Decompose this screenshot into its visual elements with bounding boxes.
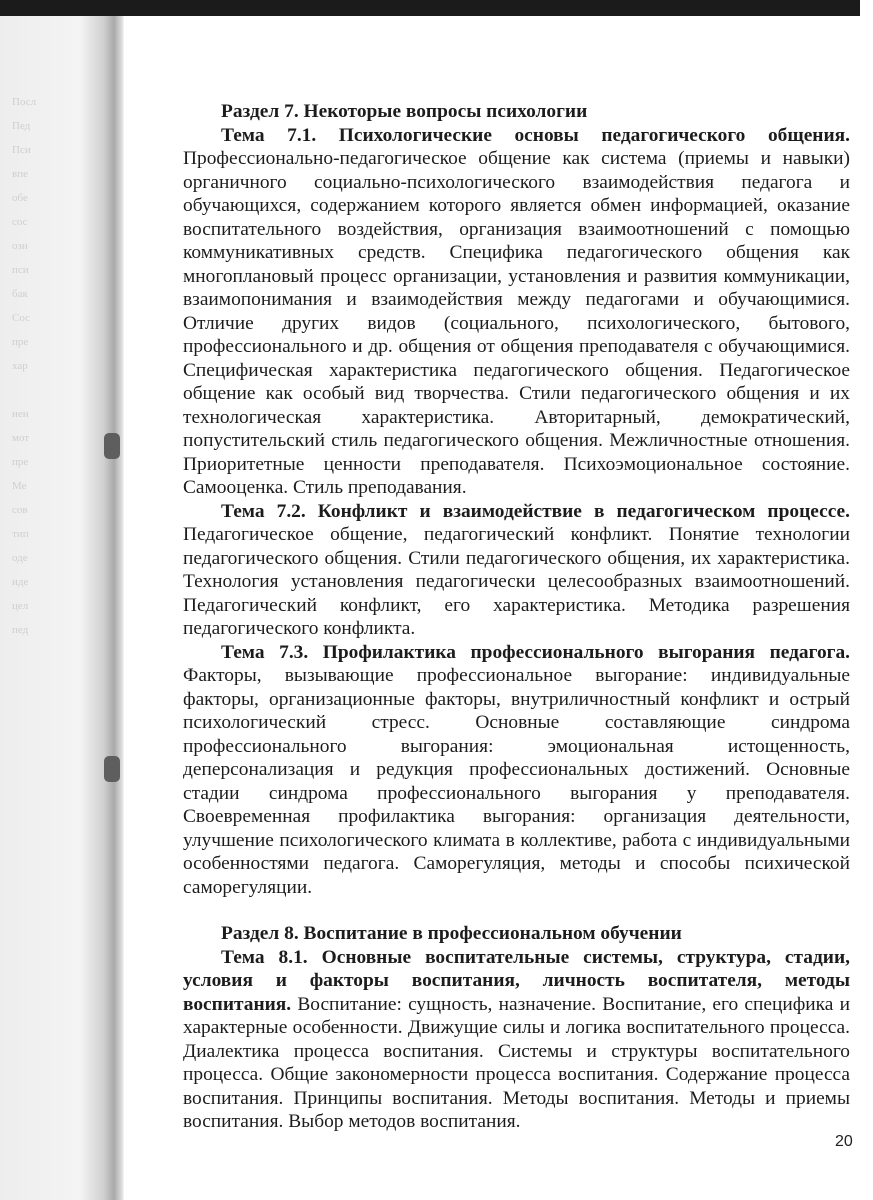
topic-8-1-heading: Тема 8.1. Основные воспитательные системы, структура, стадии, условия и факторы воспитания, личность воспитателя, методы воспитания.: [183, 946, 850, 1015]
scan-top-border: [0, 0, 860, 16]
page-number: 20: [835, 1133, 853, 1150]
topic-7-1-body: Профессионально-педагогическое общение как система (приемы и навыки) органичного социально-психологического взаимодействия педагога и обучающихся, содержанием которого является обмен информацией, оказание воспитательного воздействия, организация взаимоотношений с помощью коммуникативных средств. Специфика педагогического общения как многоплановый процесс организации, установления и развития коммуникации, взаимопонимания и взаимодействия между педагогами и обучающимися. Отличие других видов (социального, психологического, бытового, профессионального и др. общения от общения преподавателя с обучающимися. Специфическая характеристика педагогического общения. Педагогическое общение как особый вид творчества. Стили педагогического общения и их технологическая характеристика. Авторитарный, демократический, попустительский стиль педагогического общения. Межличностные отношения. Приоритетные ценности преподавателя. Психоэмоциональное состояние. Самооценка. Стиль преподавания.: [183, 148, 850, 498]
binder-hole-lower: [104, 756, 120, 782]
bleed-through-text: Посл Пед Пси впе обе сос озн пси бак Сос пре хар нен мот пре Ме сов тип оде иде цел пед: [12, 96, 37, 636]
topic-7-2-heading: Тема 7.2. Конфликт и взаимодействие в педагогическом процессе.: [221, 500, 850, 522]
topic-7-3-body: Факторы, вызывающие профессиональное выгорание: индивидуальные факторы, организационные факторы, внутриличностный конфликт и острый психологический стресс. Основные составляющие синдрома профессионального выгорания: эмоциональная истощенность, деперсонализация и редукция профессиональных достижений. Основные стадии синдрома профессионального выгорания у преподавателя. Своевременная профилактика выгорания: организация деятельности, улучшение психологического климата в коллективе, работа с индивидуальными особенностями педагога. Саморегуляция, методы и способы психической саморегуляции.: [183, 665, 850, 898]
topic-7-3: [183, 641, 850, 900]
topic-7-1: [183, 124, 850, 500]
topic-7-2-body: Педагогическое общение, педагогический конфликт. Понятие технологии педагогического общения. Стили педагогического общения, их характеристика. Технология установления педагогически целесообразных взаимоотношений. Педагогический конфликт, его характеристика. Методика разрешения педагогического конфликта.: [183, 524, 850, 639]
section-8-title: Раздел 8. Воспитание в профессиональном обучении: [221, 923, 682, 944]
section-7-title: Раздел 7. Некоторые вопросы психологии: [221, 101, 588, 122]
document-page: [183, 100, 850, 1134]
topic-8-1-body: Воспитание: сущность, назначение. Воспитание, его специфика и характерные особенности. Движущие силы и логика воспитательного процесса. Диалектика процесса воспитания. Системы и структуры воспитательного процесса. Общие закономерности процесса воспитания. Содержание процесса воспитания. Принципы воспитания. Методы воспитания. Методы и приемы воспитания. Выбор методов воспитания.: [183, 993, 850, 1132]
topic-7-3-heading: Тема 7.3. Профилактика профессионального выгорания педагога.: [221, 641, 850, 663]
binder-hole-upper: [104, 433, 120, 459]
topic-8-1: [183, 946, 850, 1134]
topic-7-1-heading: Тема 7.1. Психологические основы педагогического общения.: [221, 124, 850, 146]
topic-7-2: [183, 500, 850, 641]
section-gap: [183, 899, 850, 922]
scan-right-edge: [860, 0, 873, 1200]
